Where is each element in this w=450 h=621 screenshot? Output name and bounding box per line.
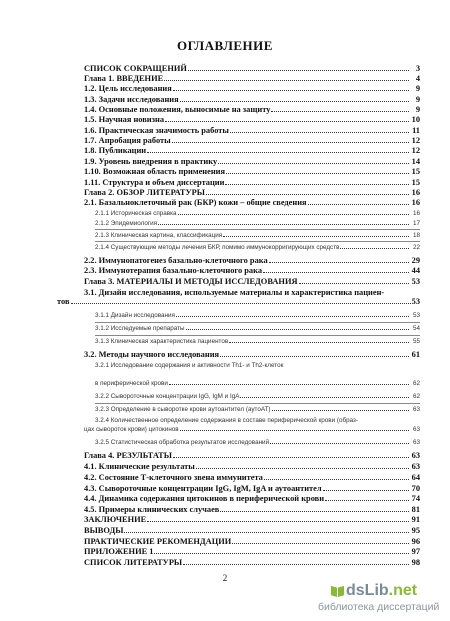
toc-entry-page: 96 xyxy=(411,537,420,546)
toc-entry-two-line[interactable] xyxy=(57,288,420,306)
toc-entry-page: 16 xyxy=(411,188,420,197)
toc-leader xyxy=(220,356,409,357)
toc-leader xyxy=(164,80,409,81)
toc-subentry[interactable] xyxy=(95,220,420,227)
toc-leader xyxy=(158,224,409,225)
separator xyxy=(95,241,420,242)
toc-subentry[interactable] xyxy=(95,393,420,400)
toc-leader xyxy=(270,443,409,444)
toc-entry-page: 14 xyxy=(411,157,420,166)
toc-entry-label: 2.1.3 Клиническая картина, классификация xyxy=(95,232,223,239)
toc-leader xyxy=(176,316,409,317)
toc-entry-label: Глава 3. МАТЕРИАЛЫ И МЕТОДЫ ИССЛЕДОВАНИЯ xyxy=(84,277,298,286)
toc-leader xyxy=(308,204,409,205)
toc-subentry-label-line1: 3.2.4 Количественное определение содержания в составе периферической крови (образ- xyxy=(95,417,359,424)
toc-leader xyxy=(173,457,409,458)
toc-leader xyxy=(272,410,409,411)
toc-entry-label: 1.10. Возможная область применения xyxy=(84,167,226,176)
toc-entry-page: 12 xyxy=(411,136,420,145)
toc-entry-page: 10 xyxy=(411,115,420,124)
separator xyxy=(95,322,420,323)
toc-entry-page: 95 xyxy=(411,526,420,535)
toc-leader xyxy=(226,173,409,174)
toc-leader xyxy=(299,283,409,284)
toc-entry-appendix[interactable] xyxy=(84,547,420,556)
toc-entry-label: 1.2. Цель исследования xyxy=(84,84,172,93)
toc-entry[interactable] xyxy=(84,126,420,135)
toc-leader xyxy=(325,500,409,501)
toc-entry-label: 3.1.1 Дизайн исследования xyxy=(95,312,175,319)
toc-leader xyxy=(271,111,409,112)
toc-entry-label: Глава 2. ОБЗОР ЛИТЕРАТУРЫ xyxy=(84,188,205,197)
toc-leader xyxy=(220,511,409,512)
toc-entry-label-line1: 3.1. Дизайн исследования, используемые материалы и характеристика пациен- xyxy=(84,288,385,297)
toc-entry[interactable] xyxy=(84,484,420,493)
toc-entry-recommendations[interactable] xyxy=(84,537,420,546)
toc-leader xyxy=(229,342,409,343)
toc-entry-page: 11 xyxy=(412,126,420,135)
toc-entry[interactable] xyxy=(84,473,420,482)
toc-subentry[interactable] xyxy=(84,426,420,433)
toc-entry-page: 53 xyxy=(411,277,420,286)
toc-entry-chapter-3[interactable] xyxy=(84,277,420,286)
toc-leader xyxy=(178,214,409,215)
toc-entry-label: 3.2. Методы научного исследования xyxy=(84,350,220,359)
toc-entry-page: 12 xyxy=(411,146,420,155)
toc-entry-page: 16 xyxy=(412,210,420,217)
toc-entry-page: 98 xyxy=(411,558,420,567)
toc-entry-label: 3.2.2 Сывороточные концентрации IgG, IgM и IgA xyxy=(95,393,240,400)
toc-entry[interactable] xyxy=(84,198,420,207)
toc-entry-page: 63 xyxy=(411,462,420,471)
toc-entry-label: 4.5. Примеры клинических случаев xyxy=(84,505,220,514)
toc-entry-label: 2.1.1 Историческая справка xyxy=(95,210,177,217)
toc-entry-label: 1.5. Научная новизна xyxy=(84,115,165,124)
toc-entry-label: ПРАКТИЧЕСКИЕ РЕКОМЕНДАЦИИ xyxy=(84,537,232,546)
toc-entry[interactable] xyxy=(84,105,420,114)
toc-subentry[interactable] xyxy=(95,325,420,332)
watermark-brand xyxy=(346,582,417,600)
toc-entry-label: 3.1.3 Клиническая характеристика пациентов xyxy=(95,338,229,345)
toc-leader xyxy=(263,272,409,273)
toc-leader xyxy=(269,262,409,263)
toc-entry[interactable] xyxy=(84,84,420,93)
toc-entry-page: 53 xyxy=(411,297,420,306)
toc-entry-page: 15 xyxy=(411,178,420,187)
separator xyxy=(95,229,420,230)
toc-entry[interactable] xyxy=(84,266,420,275)
toc-entry-label: 2.1.2 Эпидемиология xyxy=(95,220,158,227)
toc-entry-label: ВЫВОДЫ xyxy=(84,526,124,535)
toc-entry-label: ПРИЛОЖЕНИЕ 1 xyxy=(84,547,154,556)
toc-entry-label: 3.2.5 Статистическая обработка результатов исследований xyxy=(95,439,270,446)
toc-entry-page: 91 xyxy=(411,515,420,524)
toc-entry-label-line2: цах сывороток крови) цитокинов xyxy=(84,426,179,433)
toc-leader xyxy=(223,236,409,237)
toc-entry-page: 54 xyxy=(412,325,420,332)
toc-entry-label: 1.9. Уровень внедрения в практику xyxy=(84,157,218,166)
toc-entry-page: 70 xyxy=(411,484,420,493)
toc-entry-chapter-1[interactable] xyxy=(84,74,420,83)
toc-leader xyxy=(230,132,409,133)
toc-entry-chapter-4[interactable] xyxy=(84,451,420,460)
book-icon xyxy=(330,583,345,598)
toc-leader xyxy=(186,329,409,330)
toc-entry-label-line2: в периферической крови xyxy=(95,380,168,387)
toc-subentry[interactable] xyxy=(95,244,420,251)
toc-entry-label: СПИСОК ЛИТЕРАТУРЫ xyxy=(84,558,183,567)
toc-entry-page: 63 xyxy=(412,439,420,446)
toc-subentry[interactable] xyxy=(95,338,420,345)
toc-entry-page: 97 xyxy=(411,547,420,556)
toc-leader xyxy=(188,70,409,71)
toc-entry[interactable] xyxy=(84,157,420,166)
toc-entry[interactable] xyxy=(84,95,420,104)
toc-entry-label-line2: тов xyxy=(57,297,70,306)
toc-leader xyxy=(183,564,409,565)
toc-entry-label: 2.1. Базальноклеточный рак (БКР) кожи – общие сведения xyxy=(84,198,307,207)
toc-leader xyxy=(124,532,409,533)
toc-entry-label: Глава 1. ВВЕДЕНИЕ xyxy=(84,74,164,83)
toc-entry-page: 9 xyxy=(415,105,420,114)
toc-entry[interactable] xyxy=(84,115,420,124)
toc-entry-label: 1.7. Апробация работы xyxy=(84,136,171,145)
toc-entry[interactable] xyxy=(84,494,420,503)
toc-entry[interactable] xyxy=(84,136,420,145)
toc-subentry[interactable] xyxy=(95,380,420,387)
toc-entry[interactable] xyxy=(84,146,420,155)
toc-entry-page: 3 xyxy=(415,64,420,73)
toc-entry-page: 15 xyxy=(411,167,420,176)
toc-entry-references[interactable] xyxy=(84,558,420,567)
toc-entry-label: 3.1.2 Исследуемые препараты xyxy=(95,325,185,332)
toc-entry-page: 61 xyxy=(411,350,420,359)
toc-subentry[interactable] xyxy=(95,232,420,239)
toc-entry-page: 62 xyxy=(412,393,420,400)
watermark-tagline: библиотека диссертаций xyxy=(318,601,440,613)
separator xyxy=(95,403,420,404)
toc-subentry-label-line1: 3.2.1 Исследование содержания и активности Th1- и Th2-клеток xyxy=(95,362,284,369)
watermark[interactable] xyxy=(318,582,446,618)
toc-entry-label: 4.1. Клинические результаты xyxy=(84,462,195,471)
toc-entry[interactable] xyxy=(84,462,420,471)
toc-leader xyxy=(180,101,409,102)
toc-entry-page: 17 xyxy=(412,220,420,227)
toc-leader xyxy=(206,194,409,195)
toc-entry-label: 1.3. Задачи исследования xyxy=(84,95,179,104)
toc-entry-label: 2.2. Иммунопатогенез базально-клеточного рака xyxy=(84,256,268,265)
toc-entry-label: 2.3. Иммунотерапия базально-клеточного рака xyxy=(84,266,263,275)
watermark-brand-main: dsLib xyxy=(346,582,389,599)
toc-leader xyxy=(172,142,409,143)
toc-entry-label: 4.2. Состояние Т-клеточного звена иммунитета xyxy=(84,473,263,482)
toc-entry-page: 9 xyxy=(415,95,420,104)
toc-entry-abbreviations[interactable] xyxy=(84,64,420,73)
toc-leader xyxy=(154,553,409,554)
toc-entry-page: 63 xyxy=(412,426,420,433)
toc-entry-page: 4 xyxy=(415,74,420,83)
toc-leader xyxy=(147,152,409,153)
page-number: 2 xyxy=(222,573,228,583)
separator xyxy=(95,335,420,336)
toc-entry-label: ЗАКЛЮЧЕНИЕ xyxy=(84,515,147,524)
toc-entry[interactable] xyxy=(84,505,420,514)
toc-entry-page: 63 xyxy=(412,406,420,413)
toc-entry-page: 9 xyxy=(415,84,420,93)
toc-leader xyxy=(71,303,411,304)
toc-entry-page: 16 xyxy=(411,198,420,207)
page-title: ОГЛАВЛЕНИЕ xyxy=(177,38,273,53)
toc-leader xyxy=(147,521,409,522)
toc-leader xyxy=(225,184,409,185)
toc-entry-page: 53 xyxy=(412,312,420,319)
toc-entry[interactable] xyxy=(84,167,420,176)
toc-entry-label: 4.3. Сывороточные концентрации IgG, IgM, IgA и аутоантител xyxy=(84,484,322,493)
toc-leader xyxy=(196,468,409,469)
toc-entry-label: Глава 4. РЕЗУЛЬТАТЫ xyxy=(84,451,172,460)
toc-entry-page: 29 xyxy=(411,256,420,265)
toc-entry[interactable] xyxy=(84,350,420,359)
toc-leader xyxy=(340,248,409,249)
toc-entry-page: 62 xyxy=(412,380,420,387)
toc-entry-page: 22 xyxy=(412,244,420,251)
toc-entry-label: 1.6. Практическая значимость работы xyxy=(84,126,229,135)
toc-leader xyxy=(264,479,409,480)
toc-leader xyxy=(323,490,409,491)
toc-entry[interactable] xyxy=(84,178,420,187)
toc-entry-page: 64 xyxy=(411,473,420,482)
toc-entry-label: 1.4. Основные положения, выносимые на защиту xyxy=(84,105,271,114)
toc-entry-page: 55 xyxy=(412,338,420,345)
toc-subentry[interactable] xyxy=(95,210,420,217)
toc-entry-page: 18 xyxy=(412,232,420,239)
toc-entry-label: 2.1.4 Существующие методы лечения БКР, помимо иммунокорригирующих средств xyxy=(95,244,340,251)
toc-leader xyxy=(173,90,409,91)
toc-entry-page: 74 xyxy=(411,494,420,503)
toc-entry-label: 1.11. Структура и объем диссертации xyxy=(84,178,225,187)
toc-leader xyxy=(232,543,409,544)
toc-leader xyxy=(165,121,409,122)
toc-entry-label: 4.4. Динамика содержания цитокинов в периферической крови xyxy=(84,494,325,503)
toc-entry-label: 1.8. Публикации xyxy=(84,146,147,155)
toc-entry[interactable] xyxy=(84,256,420,265)
toc-subentry[interactable] xyxy=(95,312,420,319)
toc-entry-conclusion[interactable] xyxy=(84,515,420,524)
toc-entry-chapter-2[interactable] xyxy=(84,188,420,197)
toc-subentry[interactable] xyxy=(95,406,420,413)
toc-entry-label: 3.2.3 Определение в сыворотке крови аутоантител (аутоАТ) xyxy=(95,406,271,413)
toc-leader xyxy=(180,430,409,431)
watermark-brand-suffix: .net xyxy=(388,582,418,599)
toc-leader xyxy=(169,384,409,385)
toc-entry-page: 44 xyxy=(411,266,420,275)
toc-leader xyxy=(218,163,409,164)
toc-entry-page: 63 xyxy=(411,451,420,460)
toc-subentry[interactable] xyxy=(95,439,420,446)
toc-leader xyxy=(240,397,409,398)
toc-entry-label: СПИСОК СОКРАЩЕНИЙ xyxy=(84,64,187,73)
toc-entry-findings[interactable] xyxy=(84,526,420,535)
toc-entry-page: 81 xyxy=(411,505,420,514)
